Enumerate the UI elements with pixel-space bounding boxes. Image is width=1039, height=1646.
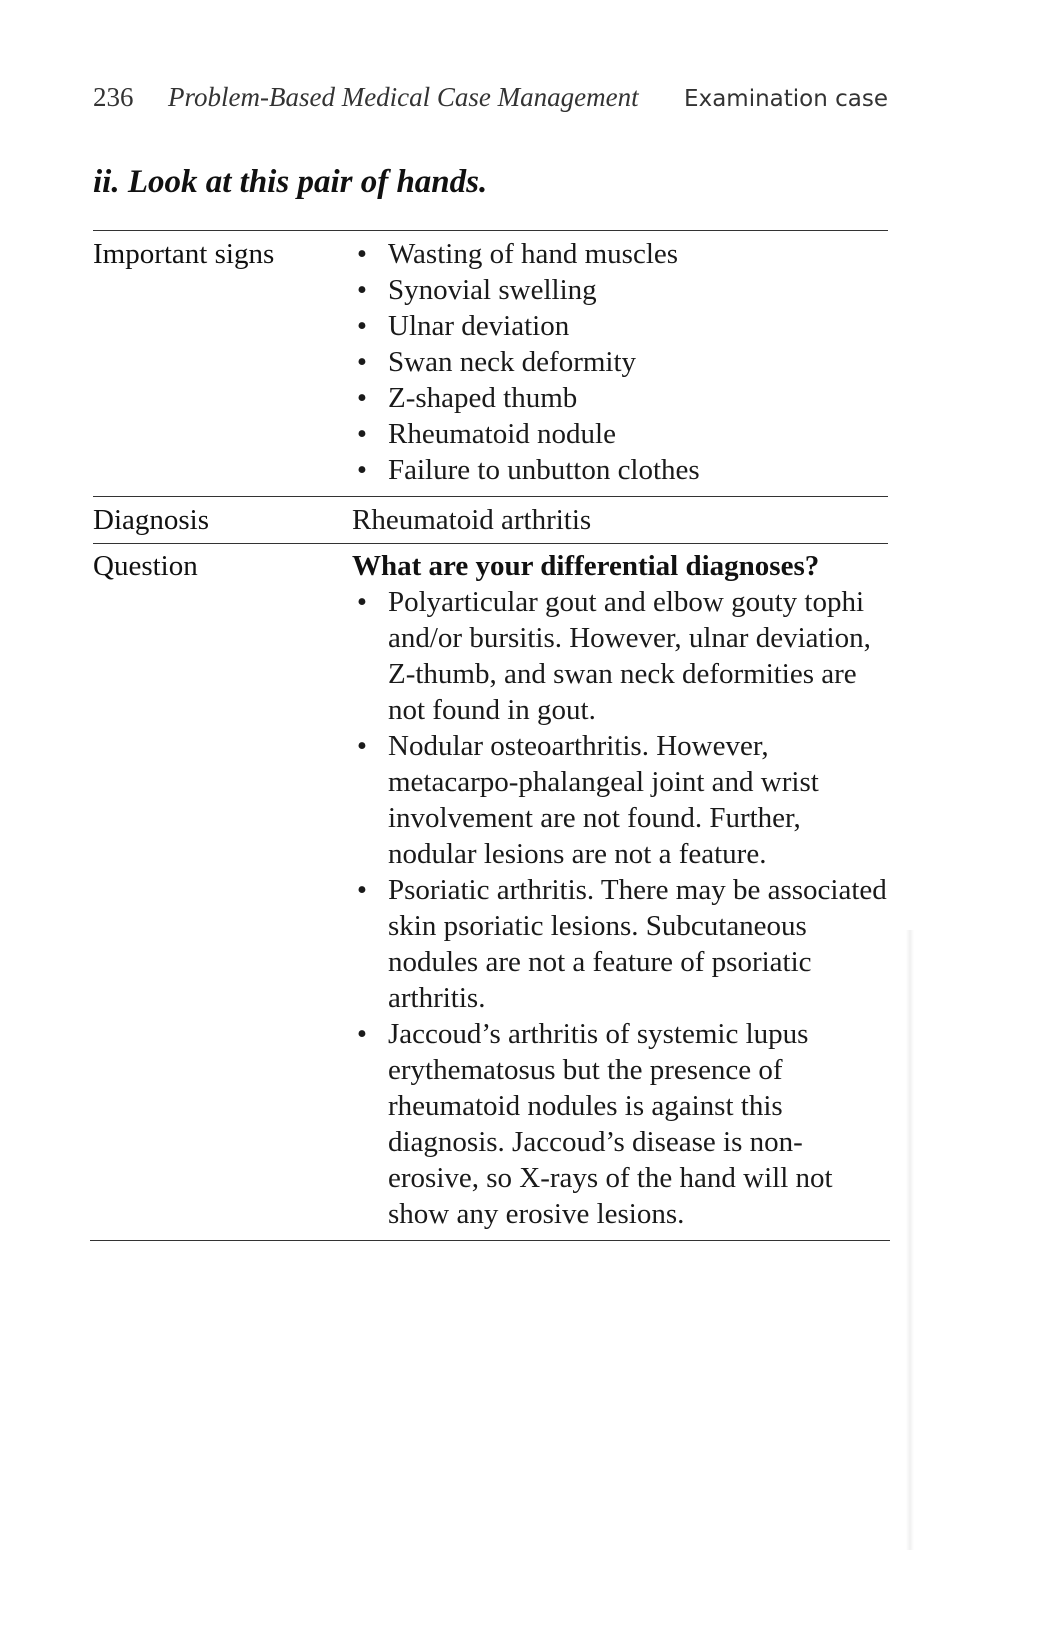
running-head	[93, 82, 888, 118]
bullet-icon: •	[356, 346, 368, 378]
bullet-icon: •	[356, 454, 368, 486]
bullet-icon: •	[356, 418, 368, 450]
signs-list-item: • Z-shaped thumb	[352, 380, 892, 416]
section-label: Examination case	[684, 86, 888, 112]
differential-item: • Polyarticular gout and elbow gouty tophi and/or bursitis. However, ulnar deviation, Z-thumb, and swan neck deformities are not found in gout.	[352, 584, 892, 728]
signs-list-item: • Synovial swelling	[352, 272, 892, 308]
bullet-icon: •	[356, 274, 368, 306]
signs-list-item: • Ulnar deviation	[352, 308, 892, 344]
differential-item: • Nodular osteoarthritis. However, metacarpo-phalangeal joint and wrist involvement are not found. Further, nodular lesions are not a feature.	[352, 728, 892, 872]
case-heading: ii. Look at this pair of hands.	[93, 164, 488, 200]
diagnosis-container	[352, 502, 892, 538]
diagnosis-value: Rheumatoid arthritis	[352, 504, 592, 536]
table-bottom-rule	[90, 1240, 890, 1241]
table-top-rule	[93, 230, 888, 231]
bullet-icon: •	[356, 874, 368, 906]
diagnosis-bottom-rule	[93, 543, 888, 544]
signs-list-item: • Rheumatoid nodule	[352, 416, 892, 452]
bullet-icon: •	[356, 1018, 368, 1050]
signs-list-item: • Wasting of hand muscles	[352, 236, 892, 272]
question-text: What are your differential diagnoses?	[352, 550, 820, 582]
question-label: Question	[93, 550, 198, 582]
signs-list-container	[352, 236, 892, 488]
differential-item: • Jaccoud’s arthritis of systemic lupus erythematosus but the presence of rheumatoid nodules is against this diagnosis. Jaccoud’s disease is non-erosive, so X-rays of the hand will not show any erosive lesions.	[352, 1016, 892, 1232]
page-number: 236	[93, 82, 134, 112]
scan-edge-shadow	[906, 930, 914, 1550]
signs-list-item: • Failure to unbutton clothes	[352, 452, 892, 488]
bullet-icon: •	[356, 586, 368, 618]
bullet-icon: •	[356, 730, 368, 762]
signs-list-item: • Swan neck deformity	[352, 344, 892, 380]
question-container	[352, 548, 892, 1232]
bullet-icon: •	[356, 382, 368, 414]
signs-label: Important signs	[93, 238, 275, 270]
bullet-icon: •	[356, 310, 368, 342]
book-title: Problem-Based Medical Case Management	[168, 82, 639, 112]
signs-list	[352, 236, 892, 488]
diagnosis-label: Diagnosis	[93, 504, 209, 536]
bullet-icon: •	[356, 238, 368, 270]
differential-item: • Psoriatic arthritis. There may be associated skin psoriatic lesions. Subcutaneous nodules are not a feature of psoriatic arthritis.	[352, 872, 892, 1016]
differential-list	[352, 584, 892, 1232]
signs-bottom-rule	[93, 496, 888, 497]
